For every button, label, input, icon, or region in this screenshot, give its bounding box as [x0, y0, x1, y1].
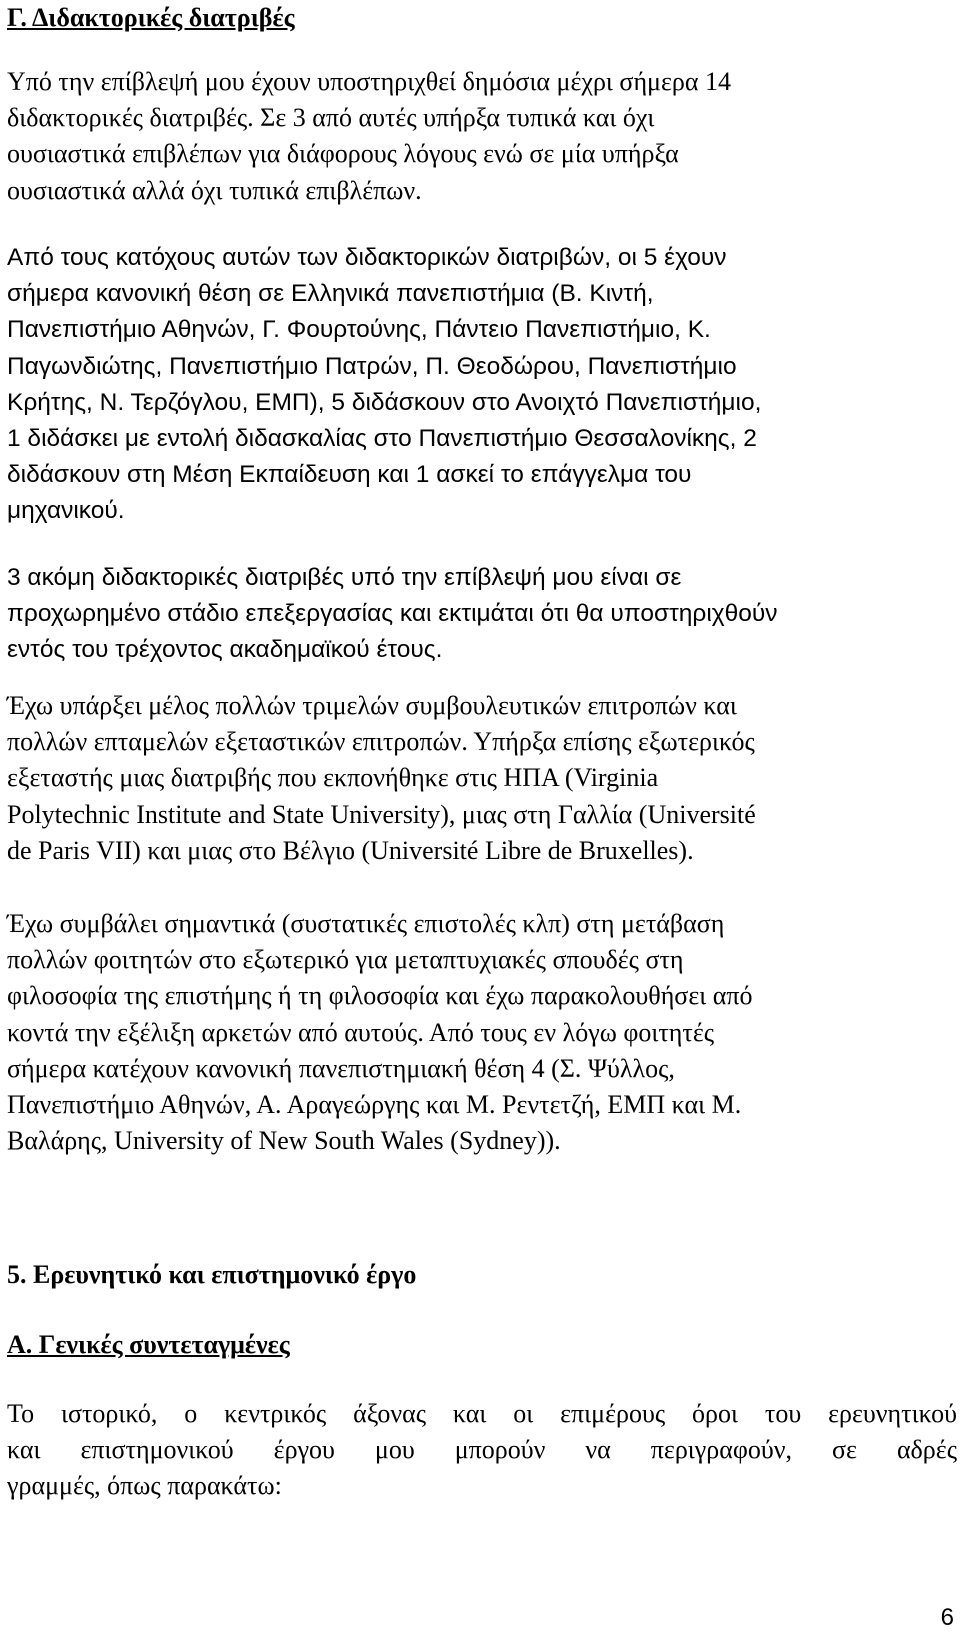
text-line: 1 διδάσκει με εντολή διδασκαλίας στο Πανεπιστήμιο Θεσσαλονίκης, 2	[7, 425, 757, 453]
paragraph-research-overview	[7, 1396, 957, 1505]
section-title-research: 5. Ερευνητικό και επιστημονικό έργο	[7, 1260, 417, 1289]
paragraph-supervised-theses	[7, 64, 957, 209]
text-line: Πανεπιστήμιο Αθηνών, Γ. Φουρτούνης, Πάντειο Πανεπιστήμιο, Κ.	[7, 316, 711, 344]
text-line: εξεταστής μιας διατριβής που εκπονήθηκε στις ΗΠΑ (Virginia	[7, 763, 659, 793]
paragraph-student-support	[7, 906, 957, 1159]
text-line: Πανεπιστήμιο Αθηνών, Α. Αραγεώργης και Μ. Ρεντετζή, ΕΜΠ και Μ.	[7, 1090, 742, 1120]
text-line: διδακτορικές διατριβές. Σε 3 από αυτές υπήρξα τυπικά και όχι	[7, 103, 655, 133]
text-line: γραμμές, όπως παρακάτω:	[7, 1471, 282, 1501]
text-line: πολλών επταμελών εξεταστικών επιτροπών. Υπήρξα επίσης εξωτερικός	[7, 727, 755, 757]
text-line: κοντά την εξέλιξη αρκετών από αυτούς. Από τους εν λόγω φοιτητές	[7, 1017, 715, 1047]
paragraph-ongoing-theses	[7, 560, 957, 669]
text-line: εντός του τρέχοντος ακαδημαϊκού έτους.	[7, 636, 443, 664]
text-line: Έχω συμβάλει σημαντικά (συστατικές επιστολές κλπ) στη μετάβαση	[7, 909, 725, 938]
text-line: ουσιαστικά αλλά όχι τυπικά επιβλέπων.	[7, 175, 422, 205]
text-line: Το ιστορικό, ο κεντρικός άξονας και οι επιμέρους όροι του ερευνητικού	[7, 1399, 957, 1428]
text-line: προχωρημένο στάδιο επεξεργασίας και εκτιμάται ότι θα υποστηριχθούν	[7, 600, 778, 628]
text-line: Κρήτης, Ν. Τερζόγλου, ΕΜΠ), 5 διδάσκουν στο Ανοιχτό Πανεπιστήμιο,	[7, 388, 762, 416]
page-number: 6	[940, 1604, 954, 1631]
text-line: και επιστημονικού έργου μου μπορούν να περιγραφούν, σε αδρές	[7, 1435, 957, 1465]
paragraph-graduate-positions	[7, 240, 957, 530]
text-line: Υπό την επίβλεψή μου έχουν υποστηριχθεί δημόσια μέχρι σήμερα 14	[7, 67, 731, 96]
text-line: διδάσκουν στη Μέση Εκπαίδευση και 1 ασκεί το επάγγελμα του	[7, 461, 692, 489]
text-line: Βαλάρης, University of New South Wales (Sydney)).	[7, 1126, 561, 1156]
section-heading-doctoral-theses: Γ. Διδακτορικές διατριβές	[7, 3, 295, 32]
text-line: φιλοσοφία της επιστήμης ή τη φιλοσοφία και έχω παρακολουθήσει από	[7, 981, 753, 1011]
text-line: Polytechnic Institute and State University), μιας στη Γαλλία (Université	[7, 799, 756, 829]
text-line: ουσιαστικά επιβλέπων για διάφορους λόγους ενώ σε μία υπήρξα	[7, 139, 679, 169]
text-line: σήμερα κατέχουν κανονική πανεπιστημιακή θέση 4 (Σ. Ψύλλος,	[7, 1053, 675, 1083]
text-line: μηχανικού.	[7, 497, 125, 525]
subsection-heading-general: Α. Γενικές συντεταγμένες	[7, 1330, 290, 1359]
text-line: de Paris VII) και μιας στο Βέλγιο (Université Libre de Bruxelles).	[7, 835, 694, 865]
text-line: Παγωνδιώτης, Πανεπιστήμιο Πατρών, Π. Θεοδώρου, Πανεπιστήμιο	[7, 352, 737, 380]
text-line: σήμερα κανονική θέση σε Ελληνικά πανεπιστήμια (Β. Κιντή,	[7, 280, 654, 308]
text-line: Από τους κατόχους αυτών των διδακτορικών διατριβών, οι 5 έχουν	[7, 244, 727, 271]
text-line: 3 ακόμη διδακτορικές διατριβές υπό την επίβλεψή μου είναι σε	[7, 564, 682, 591]
text-line: πολλών φοιτητών στο εξωτερικό για μεταπτυχιακές σπουδές στη	[7, 945, 684, 975]
paragraph-committees	[7, 688, 957, 869]
text-line: Έχω υπάρξει μέλος πολλών τριμελών συμβουλευτικών επιτροπών και	[7, 691, 737, 720]
